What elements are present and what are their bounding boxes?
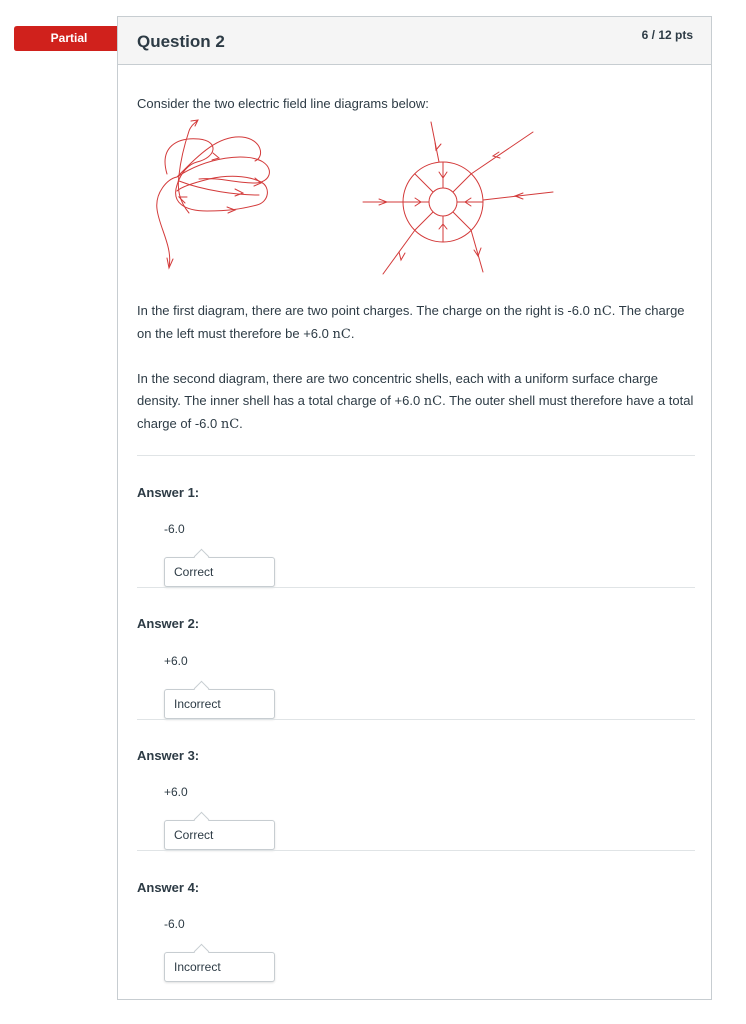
question-points: 6 / 12 pts: [641, 28, 693, 42]
answer-3-value: +6.0: [164, 785, 188, 799]
partial-status-label: Partial: [50, 31, 88, 45]
answer-1-feedback: Correct: [164, 557, 275, 587]
answer-3-label: Answer 3:: [137, 748, 200, 763]
question-title: Question 2: [137, 32, 225, 51]
answer-2-label: Answer 2:: [137, 616, 200, 631]
answer-4-feedback: Incorrect: [164, 952, 275, 982]
question-intro: Consider the two electric field line diagrams below:: [137, 96, 429, 111]
answer-1-value: -6.0: [164, 522, 185, 536]
answer-divider: [137, 850, 695, 851]
point-charges-diagram: [157, 120, 270, 268]
question-header: [118, 17, 711, 65]
answer-1-label: Answer 1:: [137, 485, 200, 500]
concentric-shells-paragraph: In the second diagram, there are two concentric shells, each with a uniform surface charge density. The inner shell has a total charge of +6.0 nC. The outer shell must therefore have a total charge of -6.0 nC.: [137, 371, 694, 432]
field-line-diagrams: [137, 117, 567, 297]
question-card: [117, 16, 712, 1000]
answer-2-value: +6.0: [164, 654, 188, 668]
answer-divider: [137, 719, 695, 720]
partial-status-flag: [14, 26, 134, 51]
answer-2-feedback: Incorrect: [164, 689, 275, 719]
answer-4-value: -6.0: [164, 917, 185, 931]
concentric-shells-diagram: [363, 122, 553, 274]
answer-3-feedback: Correct: [164, 820, 275, 850]
answer-divider: [137, 455, 695, 456]
question-body: [137, 93, 695, 974]
answer-4-label: Answer 4:: [137, 880, 200, 895]
answer-divider: [137, 587, 695, 588]
point-charges-paragraph: In the first diagram, there are two point charges. The charge on the right is -6.0 nC. The charge on the left must therefore be +6.0 nC.: [137, 303, 685, 342]
